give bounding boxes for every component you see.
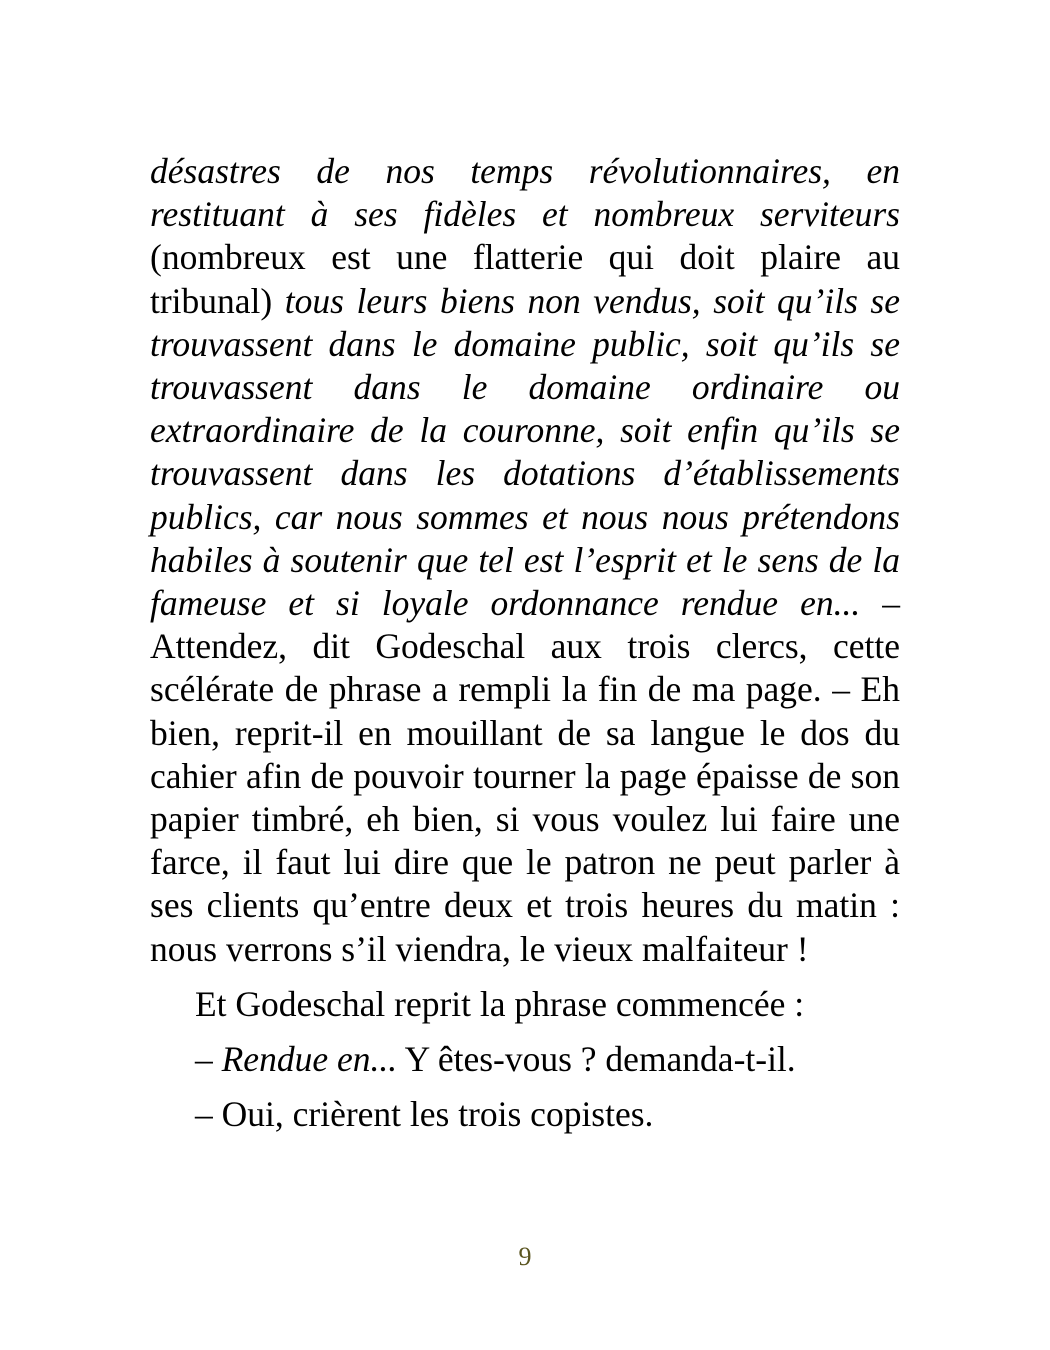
text-passage-4: – Attendez, dit Godeschal aux trois clercs, cette scélérate de phrase a rempli la fin de ma page. – Eh bien, reprit-il en mouillant de sa langue le dos du cahier afin de pouvoir tourner la page épaisse de son papier timbré, eh bien, si vous voulez lui faire une farce, il faut lui dire que le patron ne peut parler à ses clients qu’entre deux et trois heures du matin : nous verrons s’il viendra, le vieux malfaiteur ! (150, 583, 900, 969)
italic-passage-3: tous leurs biens non vendus, soit qu’ils se trouvassent dans le domaine public, soit qu’ils se trouvassent dans le domaine ordinaire ou extraordinaire de la couronne, soit enfin qu’ils se trouvassent dans les dotations d’établissements publics, car nous sommes et nous nous prétendons habiles à soutenir que tel est l’esprit et le sens de la fameuse et si loyale ordonnance rendue en... (150, 280, 900, 624)
paragraph-godeschal: Et Godeschal reprit la phrase commencée : (195, 983, 805, 1024)
paragraph-main (150, 150, 900, 971)
dialogue-dash: – (195, 1039, 222, 1080)
dialogue-rest: Y êtes-vous ? demanda-t-il. (397, 1039, 796, 1080)
italic-passage-1: désastres de nos temps révolutionnaires, en restituant à ses fidèles et nombreux serviteurs (150, 151, 900, 235)
page-number: 9 (518, 1242, 532, 1271)
paragraph-dialogue-answer: – Oui, crièrent les trois copistes. (195, 1094, 654, 1135)
text-passage-2: (nombreux est une flatterie qui doit plaire au tribunal) (150, 237, 900, 321)
dialogue-italic: Rendue en... (221, 1039, 398, 1080)
paragraph-dialogue-question (150, 1038, 900, 1081)
page-text-body (150, 150, 900, 1136)
